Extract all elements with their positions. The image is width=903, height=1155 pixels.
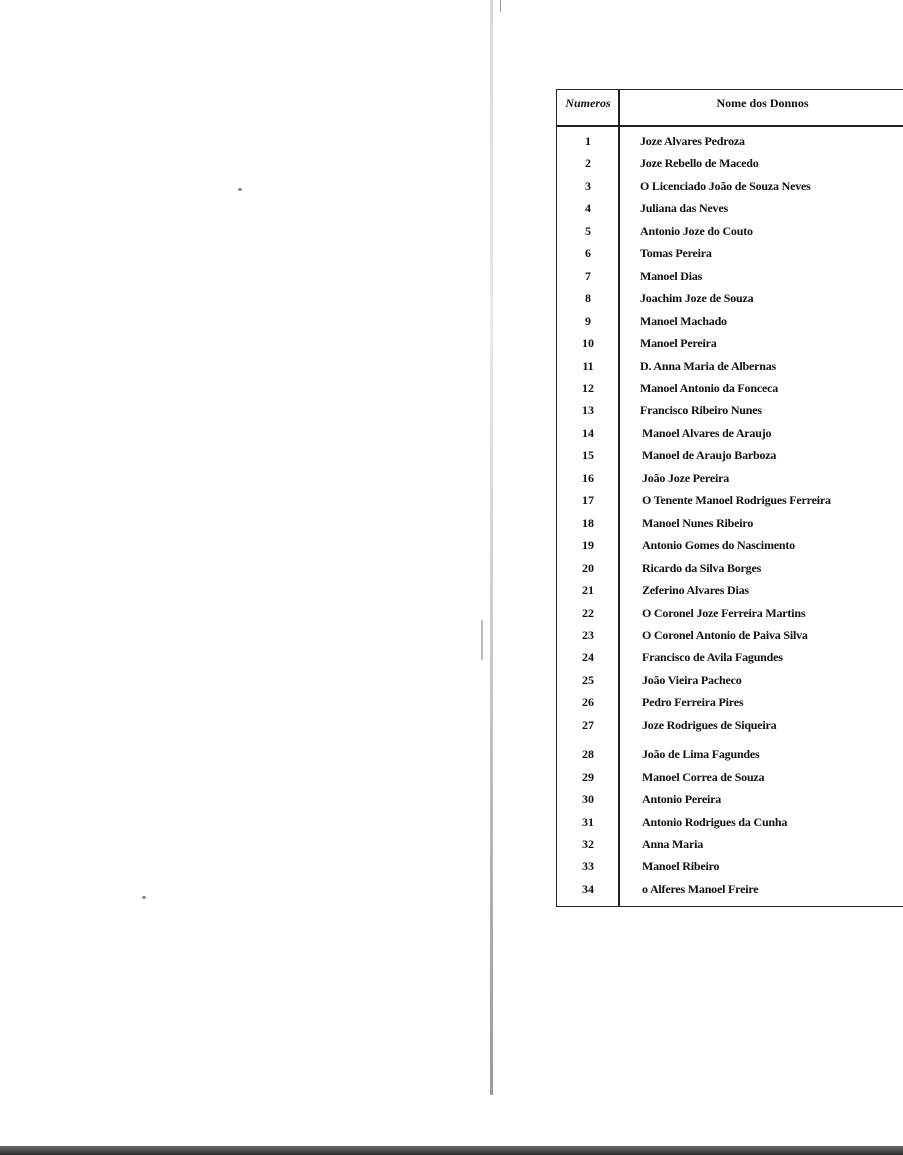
table-row bbox=[556, 336, 903, 354]
table-row bbox=[556, 179, 903, 197]
row-owner-name: Manoel Antonio da Fonceca bbox=[640, 380, 778, 395]
scan-bottom-edge bbox=[0, 1146, 903, 1155]
table-row bbox=[556, 246, 903, 264]
row-number: 13 bbox=[582, 403, 594, 418]
row-number: 21 bbox=[582, 583, 594, 597]
row-number: 7 bbox=[585, 268, 591, 283]
table-row bbox=[556, 314, 903, 332]
row-number: 31 bbox=[582, 814, 594, 829]
row-owner-name: O Tenente Manoel Rodrigues Ferreira bbox=[642, 493, 831, 508]
row-owner-name: Tomas Pereira bbox=[640, 246, 712, 261]
row-number: 25 bbox=[582, 672, 594, 687]
row-number: 14 bbox=[582, 425, 594, 440]
row-number: 19 bbox=[582, 538, 594, 553]
row-owner-name: João de Lima Fagundes bbox=[642, 747, 760, 762]
row-owner-name: João Joze Pereira bbox=[642, 470, 730, 485]
row-owner-name: o Alferes Manoel Freire bbox=[642, 881, 759, 896]
row-number: 1 bbox=[585, 134, 591, 148]
row-owner-name: Antonio Joze do Couto bbox=[640, 223, 753, 238]
table-row bbox=[556, 448, 903, 466]
row-number: 20 bbox=[582, 560, 594, 575]
row-number: 15 bbox=[582, 448, 594, 463]
row-owner-name: Joze Alvares Pedroza bbox=[640, 134, 745, 148]
row-owner-name: Manoel Alvares de Araujo bbox=[642, 425, 772, 440]
table-row bbox=[556, 792, 903, 810]
row-number: 28 bbox=[582, 747, 594, 762]
table-row bbox=[556, 381, 903, 399]
row-owner-name: Manoel Dias bbox=[640, 268, 703, 283]
scan-speck bbox=[238, 188, 242, 191]
table-row bbox=[556, 673, 903, 691]
row-number: 9 bbox=[585, 313, 591, 328]
table-row bbox=[556, 493, 903, 511]
row-number: 26 bbox=[582, 695, 594, 710]
scan-speck bbox=[142, 896, 146, 899]
table-row bbox=[556, 718, 903, 736]
row-owner-name: Juliana das Neves bbox=[640, 201, 728, 216]
table-row bbox=[556, 516, 903, 534]
row-owner-name: Antonio Gomes do Nascimento bbox=[642, 538, 795, 553]
row-number: 33 bbox=[582, 859, 594, 874]
row-number: 32 bbox=[582, 836, 594, 851]
table-row bbox=[556, 359, 903, 377]
row-number: 34 bbox=[582, 881, 594, 896]
row-owner-name: Manoel Pereira bbox=[640, 336, 717, 350]
table-row bbox=[556, 538, 903, 556]
row-number: 17 bbox=[582, 493, 594, 508]
row-owner-name: Joachim Joze de Souza bbox=[640, 291, 754, 306]
row-number: 22 bbox=[582, 605, 594, 620]
row-owner-name: Francisco de Avila Fagundes bbox=[642, 650, 783, 665]
row-number: 18 bbox=[582, 515, 594, 530]
row-owner-name: Manoel de Araujo Barboza bbox=[642, 448, 777, 463]
table-row bbox=[556, 426, 903, 444]
row-number: 23 bbox=[582, 627, 594, 642]
gutter-mark-top bbox=[500, 0, 501, 12]
row-owner-name: Antonio Rodrigues da Cunha bbox=[642, 814, 788, 829]
table-row bbox=[556, 134, 903, 152]
table-row bbox=[556, 403, 903, 421]
row-number: 27 bbox=[582, 717, 594, 732]
row-owner-name: Manoel Machado bbox=[640, 313, 727, 328]
table-row bbox=[556, 815, 903, 833]
row-number: 8 bbox=[585, 291, 591, 306]
table-row bbox=[556, 650, 903, 668]
header-rule bbox=[556, 125, 903, 127]
row-owner-name: Joze Rodrigues de Siqueira bbox=[642, 717, 777, 732]
table-row bbox=[556, 291, 903, 309]
row-owner-name: Anna Maria bbox=[642, 836, 704, 851]
row-number: 4 bbox=[585, 201, 591, 216]
row-owner-name: Pedro Ferreira Pires bbox=[642, 695, 744, 710]
row-owner-name: O Coronel Antonio de Paiva Silva bbox=[642, 627, 808, 642]
header-nome-dos-donnos: Nome dos Donnos bbox=[716, 96, 809, 110]
table-row bbox=[556, 224, 903, 242]
table-row bbox=[556, 583, 903, 601]
row-number: 10 bbox=[582, 336, 594, 350]
row-owner-name: Francisco Ribeiro Nunes bbox=[640, 403, 762, 418]
row-number: 24 bbox=[582, 650, 594, 665]
table-row bbox=[556, 882, 903, 900]
row-owner-name: Manoel Ribeiro bbox=[642, 859, 720, 874]
table-row bbox=[556, 561, 903, 579]
table-row bbox=[556, 837, 903, 855]
row-number: 5 bbox=[585, 223, 591, 238]
table-row bbox=[556, 770, 903, 788]
row-number: 6 bbox=[585, 246, 591, 261]
row-number: 12 bbox=[582, 380, 594, 395]
row-owner-name: Zeferino Alvares Dias bbox=[642, 583, 749, 597]
gutter-mark bbox=[481, 620, 483, 660]
row-owner-name: Joze Rebello de Macedo bbox=[640, 156, 759, 171]
row-owner-name: Ricardo da Silva Borges bbox=[642, 560, 762, 575]
row-number: 11 bbox=[582, 358, 594, 373]
row-number: 2 bbox=[585, 156, 591, 171]
header-numeros: Numeros bbox=[565, 96, 611, 110]
table-row bbox=[556, 156, 903, 174]
row-number: 30 bbox=[582, 792, 594, 806]
row-owner-name: O Coronel Joze Ferreira Martins bbox=[642, 605, 806, 620]
table-row bbox=[556, 859, 903, 877]
table-row bbox=[556, 201, 903, 219]
table-row bbox=[556, 628, 903, 646]
table-row bbox=[556, 695, 903, 713]
table-row bbox=[556, 606, 903, 624]
row-number: 3 bbox=[585, 178, 591, 193]
row-owner-name: Manoel Nunes Ribeiro bbox=[642, 515, 754, 530]
table-row bbox=[556, 471, 903, 489]
row-owner-name: D. Anna Maria de Albernas bbox=[640, 358, 777, 373]
book-gutter bbox=[490, 0, 493, 1095]
row-owner-name: João Vieira Pacheco bbox=[642, 672, 742, 687]
row-owner-name: Antonio Pereira bbox=[642, 792, 722, 806]
row-owner-name: O Licenciado João de Souza Neves bbox=[640, 178, 811, 193]
row-number: 16 bbox=[582, 470, 594, 485]
table-row bbox=[556, 269, 903, 287]
row-number: 29 bbox=[582, 769, 594, 784]
table-row bbox=[556, 747, 903, 765]
row-owner-name: Manoel Correa de Souza bbox=[642, 769, 765, 784]
